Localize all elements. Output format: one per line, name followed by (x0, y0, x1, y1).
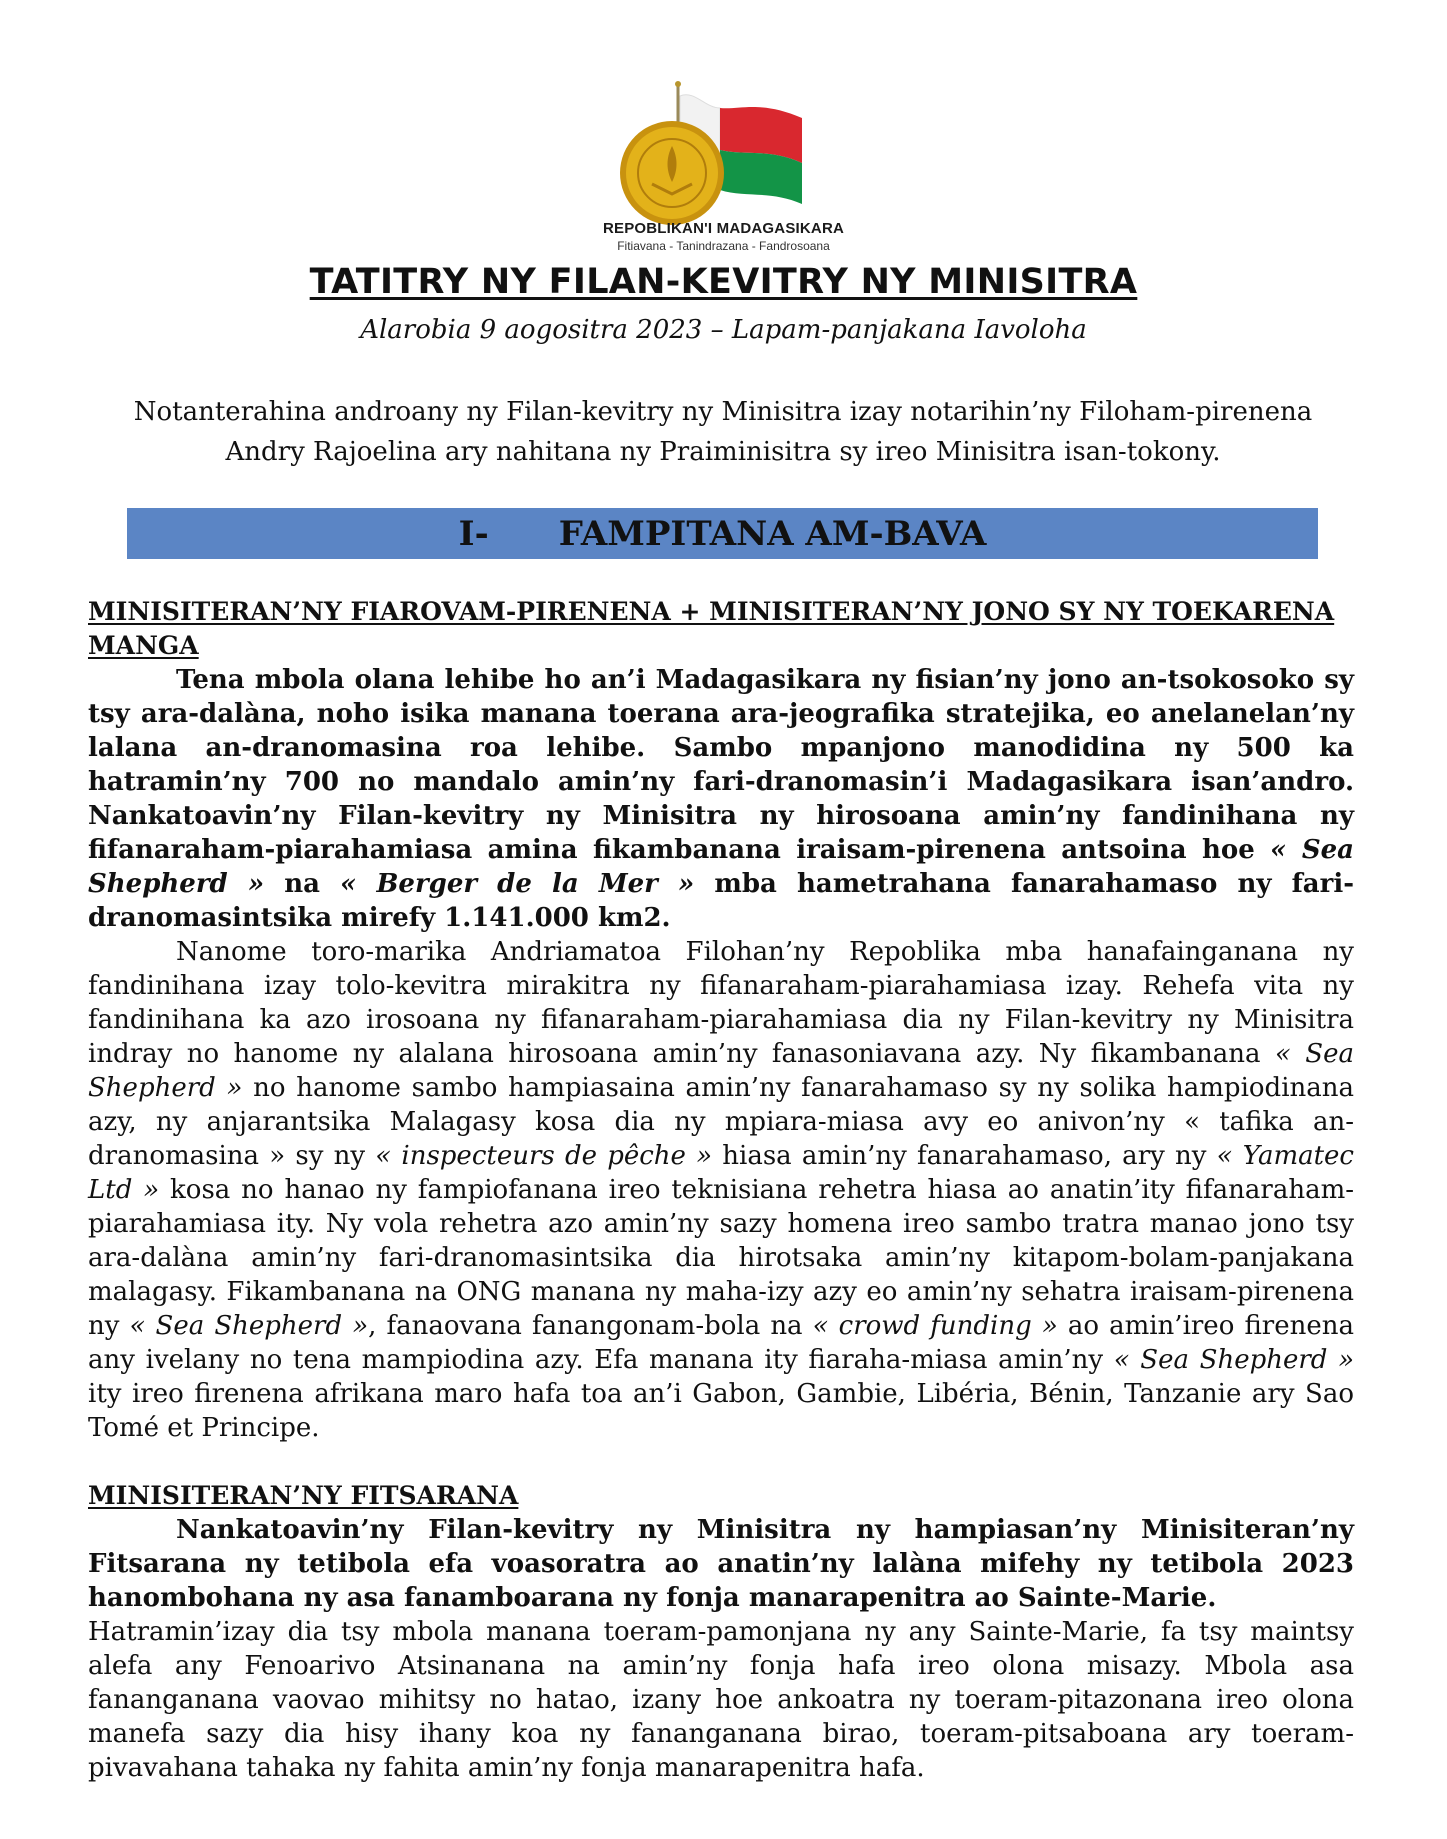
text-run-italic: « Yamatec Ltd » (88, 1141, 1354, 1205)
text-run-italic: « Sea Shepherd » (1113, 1345, 1354, 1375)
text-run: ao amin’ireo firenena any ivelany no tena mampiodina azy. Efa manana ity fiaraha-miasa amin’ny (88, 1311, 1354, 1375)
text-run-italic: « Sea Shepherd » (88, 1039, 1354, 1103)
republic-motto: Fitiavana - Tanindrazana - Fandrosoana (617, 239, 830, 253)
text-run-italic: « Sea Shepherd » (88, 835, 1354, 899)
paragraph-fitsarana: Hatramin’izay dia tsy mbola manana toeram-pamonjana ny any Sainte-Marie, fa tsy maintsy alefa any Fenoarivo Atsinanana na amin’ny fonja hafa ireo olona misazy. Mbola asa fananganana vaovao mihitsy no hatao, izany hoe ankoatra ny toeram-pitazonana ireo olona manefa sazy dia hisy ihany koa ny fananganana birao, toeram-pitsaboana ary toeram-pivavahana tahaka ny fahita amin’ny fonja manarapenitra hafa. (88, 1617, 1354, 1783)
text-run-italic: « Berger de la Mer » (340, 869, 695, 899)
text-run: hiasa amin’ny fanarahamaso, ary ny (712, 1141, 1217, 1171)
section-number: I- (458, 513, 489, 554)
section-heading-fiarovana: MINISITERAN’NY FIAROVAM-PIRENENA + MINISITERAN’NY JONO SY NY TOEKARENA MANGA (88, 597, 1335, 660)
document-body (88, 595, 1354, 1785)
page-title: TATITRY NY FILAN-KEVITRY NY MINISITRA (309, 262, 1138, 302)
text-run: no hanome sambo hampiasaina amin’ny fanarahamaso sy ny solika hampiodinana azy, ny anjarantsika Malagasy kosa dia ny mpiara-miasa avy eo anivon’ny « tafika an-dranomasina » sy ny (88, 1073, 1354, 1171)
text-run: Tena mbola olana lehibe ho an’i Madagasikara ny fisian’ny jono an-tsokosoko sy tsy ara-dalàna, noho isika manana toerana ara-jeografika stratejika, eo anelanelan’ny lalana an-dranomasina roa lehibe. Sambo mpanjono manodidina ny 500 ka hatramin’ny 700 no mandalo amin’ny fari-dranomasin’i Madagasikara isan’andro. Nankatoavin’ny Filan-kevitry ny Minisitra ny hirosoana amin’ny fandinihana ny fifanaraham-piarahamiasa amina fikambanana iraisam-pirenena antsoina hoe (88, 665, 1354, 865)
text-run: mba hametrahana fanarahamaso ny fari-dranomasintsika mirefy 1.141.000 km2. (88, 869, 1354, 933)
text-run: , fanaovana fanangonam-bola na (368, 1311, 813, 1341)
text-run-italic: « crowd funding » (812, 1311, 1058, 1341)
republic-name: REPOBLIKAN'I MADAGASIKARA (602, 220, 845, 237)
paragraph-fiarovana (88, 935, 1354, 1445)
text-run: Nanome toro-marika Andriamatoa Filohan’ny Repoblika mba hanafainganana ny fandinihana izay tolo-kevitra mirakitra ny fifanaraham-piarahamiasa izay. Rehefa vita ny fandinihana ka azo irosoana ny fifanaraham-piarahamiasa dia ny Filan-kevitry ny Minisitra indray no hanome ny alalana hirosoana amin’ny fanasoniavana azy. Ny fikambanana (88, 937, 1354, 1069)
section-title: FAMPITANA AM-BAVA (558, 513, 987, 554)
paragraph-bold-fiarovana (88, 663, 1354, 935)
text-run: ity ireo firenena afrikana maro hafa toa an’i Gabon, Gambie, Libéria, Bénin, Tanzanie ary Sao Tomé et Principe. (88, 1379, 1354, 1443)
intro-paragraph: Notanterahina androany ny Filan-kevitry ny Minisitra izay notarihin’ny Filoham-pirenena Andry Rajoelina ary nahitana ny Praiminisitra sy ireo Minisitra isan-tokony. (133, 397, 1313, 467)
page-subtitle: Alarobia 9 aogositra 2023 – Lapam-panjakana Iavoloha (360, 315, 1087, 345)
text-run-italic: « Sea Shepherd » (129, 1311, 369, 1341)
text-run-italic: « inspecteurs de pêche » (375, 1141, 713, 1171)
text-run: na (264, 869, 341, 899)
section-header (127, 508, 1318, 559)
paragraph-bold-fitsarana: Nankatoavin’ny Filan-kevitry ny Minisitra ny hampiasan’ny Minisiteran’ny Fitsarana ny tetibola efa voasoratra ao anatin’ny lalàna mifehy ny tetibola 2023 hanombohana ny asa fanamboarana ny fonja manarapenitra ao Sainte-Marie. (88, 1515, 1354, 1613)
text-run: kosa no hanao ny fampiofanana ireo teknisiana rehetra hiasa ao anatin’ity fifanaraham-piarahamiasa ity. Ny vola rehetra azo amin’ny sazy homena ireo sambo tratra manao jono tsy ara-dalàna amin’ny fari-dranomasintsika dia hirotsaka amin’ny kitapom-bolam-panjakana malagasy. Fikambanana na ONG manana ny maha-izy azy eo amin’ny sehatra iraisam-pirenena ny (88, 1175, 1355, 1341)
section-heading-fitsarana: MINISITERAN’NY FITSARANA (88, 1481, 519, 1510)
flag-and-seal-icon (620, 78, 840, 238)
